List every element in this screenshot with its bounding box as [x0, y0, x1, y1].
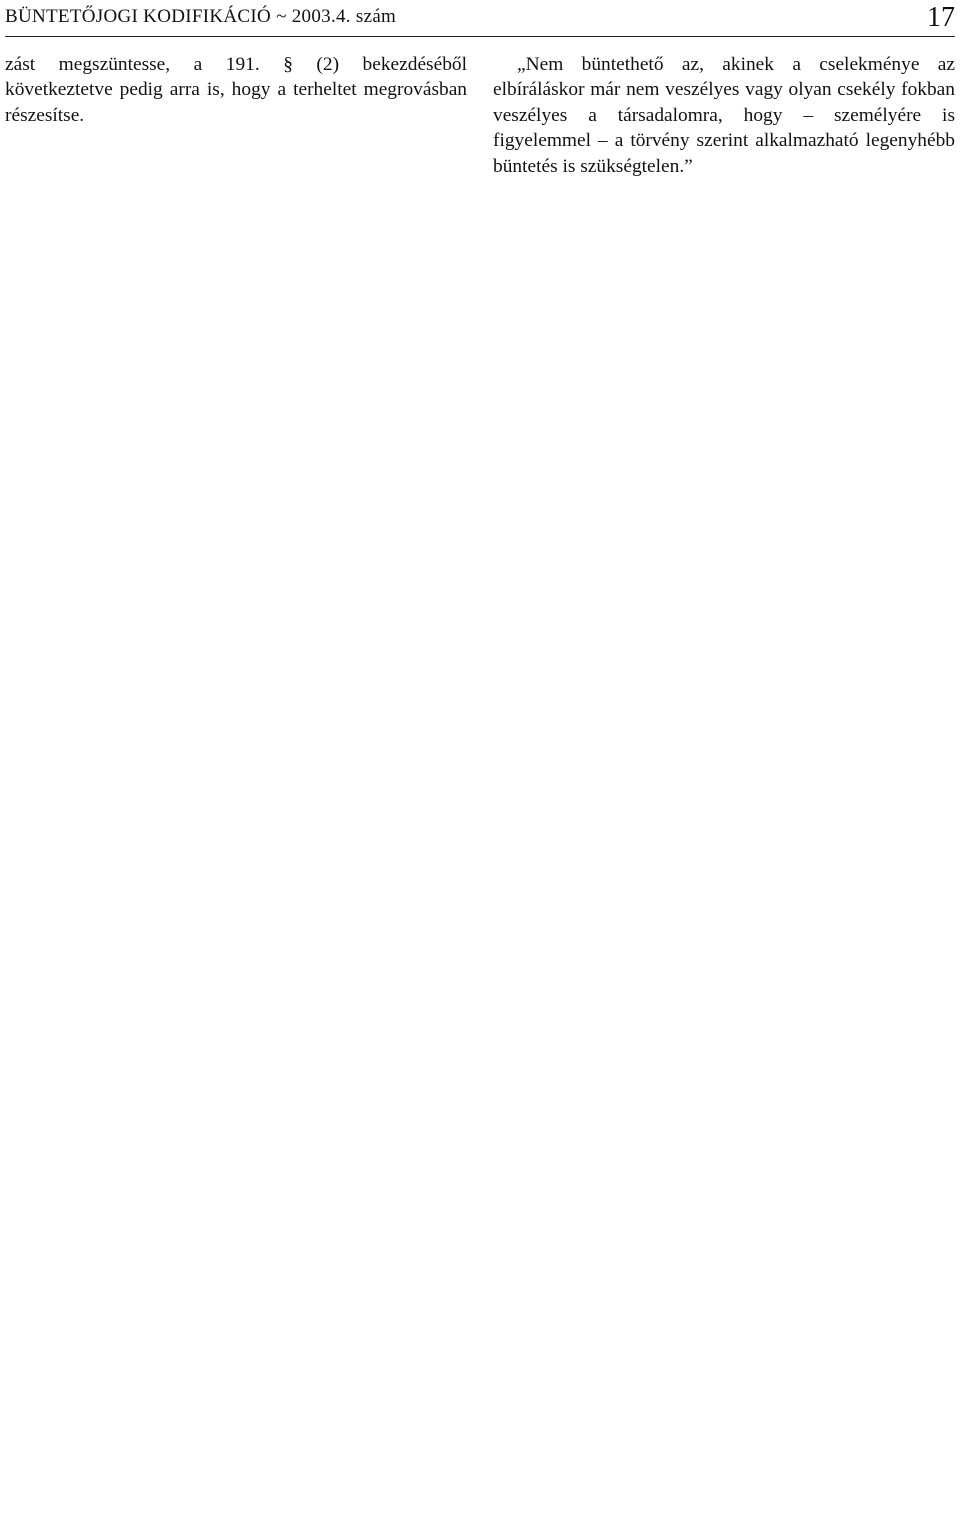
issue-label: 2003.4. szám [291, 6, 397, 27]
header-rule [5, 36, 955, 37]
ornament: ~ [276, 6, 287, 27]
running-title [5, 6, 396, 28]
right-column [493, 52, 955, 179]
journal-title: BÜNTETŐJOGI KODIFIKÁCIÓ [5, 6, 272, 27]
page-number: 17 [927, 2, 955, 33]
right-opening: „Nem büntethető az, akinek a cselekménye az elbíráláskor már nem veszélyes vagy olyan csekély fokban veszélyes a társadalomra, hogy – személyére is figyelemmel – a törvény szerint alkalmazható legenyhébb büntetés is szükségtelen.” [493, 54, 955, 177]
left-opening: zást megszüntesse, a 191. § (2) bekezdéséből következtetve pedig arra is, hogy a terheltet megrovásban részesítse. [5, 54, 467, 126]
running-header [5, 0, 955, 40]
left-column [5, 52, 467, 128]
